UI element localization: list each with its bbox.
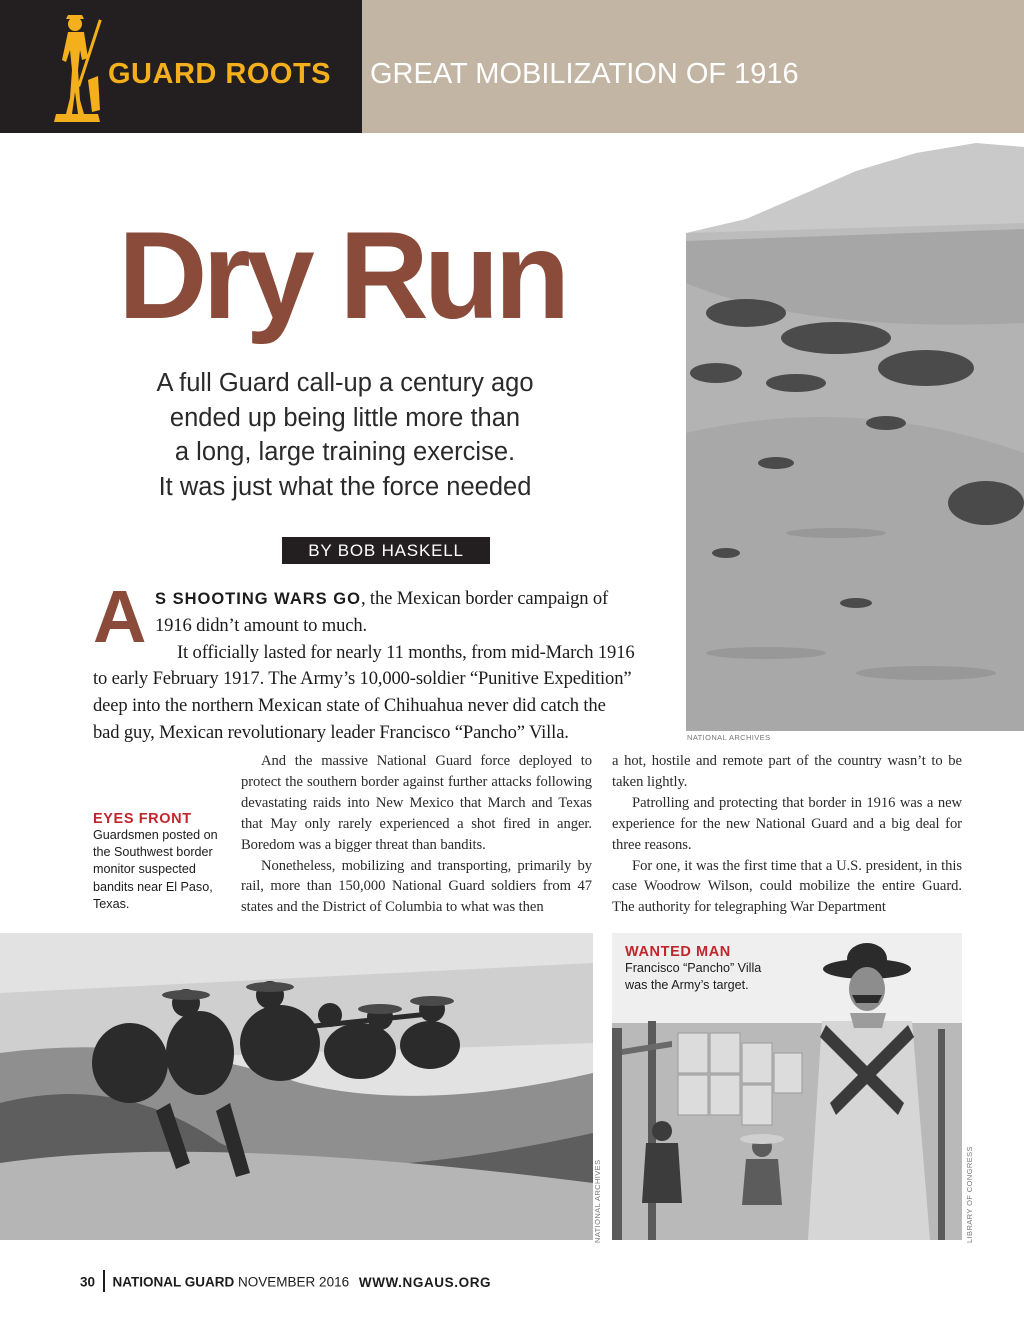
page-number: 30	[80, 1274, 96, 1290]
section-title: GUARD ROOTS	[108, 58, 331, 90]
desert-landscape-photo	[686, 133, 1024, 731]
deck-line: A full Guard call-up a century ago	[156, 369, 534, 397]
caption-eyes-front	[93, 811, 233, 913]
body-paragraph: Patrolling and protecting that border in 1916 was a new experience for the new National Guard and a big deal for three reasons.	[612, 794, 962, 853]
caption-wanted-man	[625, 944, 785, 994]
magazine-name: NATIONAL GUARD	[112, 1274, 235, 1290]
deck-line: a long, large training exercise.	[174, 438, 516, 466]
caption-text: Guardsmen posted on the Southwest border monitor suspected bandits near El Paso, Texas.	[93, 828, 218, 911]
body-column-1	[241, 751, 592, 918]
caption-text: Francisco “Pancho” Villa was the Army’s target.	[625, 961, 762, 993]
lead-line	[93, 586, 663, 613]
body-paragraph: For one, it was the first time that a U.S. president, in this case Woodrow Wilson, could mobilize the entire Guard. The authority for telegraphing War Department	[612, 857, 962, 916]
caption-kicker: EYES FRONT	[93, 811, 192, 827]
lead-smallcaps: S SHOOTING WARS GO	[155, 590, 361, 608]
byline: BY BOB HASKELL	[282, 537, 490, 564]
minuteman-logo-icon	[48, 10, 106, 126]
deck-line: It was just what the force needed	[158, 472, 532, 501]
photo-credit-landscape: NATIONAL ARCHIVES	[687, 733, 771, 742]
article-headline: Dry Run	[118, 207, 566, 345]
page-footer	[80, 1272, 491, 1294]
body-column-2	[612, 751, 962, 918]
drop-cap: A	[93, 575, 147, 658]
footer-divider	[103, 1270, 105, 1292]
photo-credit-trench: NATIONAL ARCHIVES	[593, 1159, 602, 1243]
issue-date: NOVEMBER 2016	[238, 1274, 350, 1290]
article-deck	[140, 366, 550, 504]
lead-line: bad guy, Mexican revolutionary leader Francisco “Pancho” Villa.	[93, 721, 569, 743]
lead-paragraph	[93, 586, 663, 747]
photo-credit-villa: LIBRARY OF CONGRESS	[965, 1146, 974, 1243]
deck-line: ended up being little more than	[169, 403, 521, 432]
guardsmen-trench-photo	[0, 933, 593, 1240]
lead-line: to early February 1917. The Army’s 10,000-soldier “Punitive Expedition”	[93, 668, 632, 690]
body-paragraph: Nonetheless, mobilizing and transporting, primarily by rail, more than 150,000 National Guard soldiers from 47 states and the District of Columbia to what was then	[241, 857, 592, 916]
lead-text: , the Mexican border campaign of	[360, 588, 609, 609]
lead-line: It officially lasted for nearly 11 months, from mid-March 1916	[177, 641, 635, 663]
website-link[interactable]: WWW.NGAUS.ORG	[358, 1274, 492, 1290]
lead-line: 1916 didn’t amount to much.	[155, 614, 368, 636]
body-paragraph: a hot, hostile and remote part of the country wasn’t to be taken lightly.	[612, 753, 962, 790]
body-paragraph: And the massive National Guard force deployed to protect the southern border against further attacks following devastating raids into New Mexico that March and Texas that May only rarely experienced a shot fired in anger. Boredom was a bigger threat than bandits.	[241, 753, 592, 853]
lead-line: deep into the northern Mexican state of Chihuahua never did catch the	[93, 695, 606, 717]
caption-kicker: WANTED MAN	[625, 944, 731, 960]
section-subtitle: GREAT MOBILIZATION OF 1916	[370, 58, 799, 90]
